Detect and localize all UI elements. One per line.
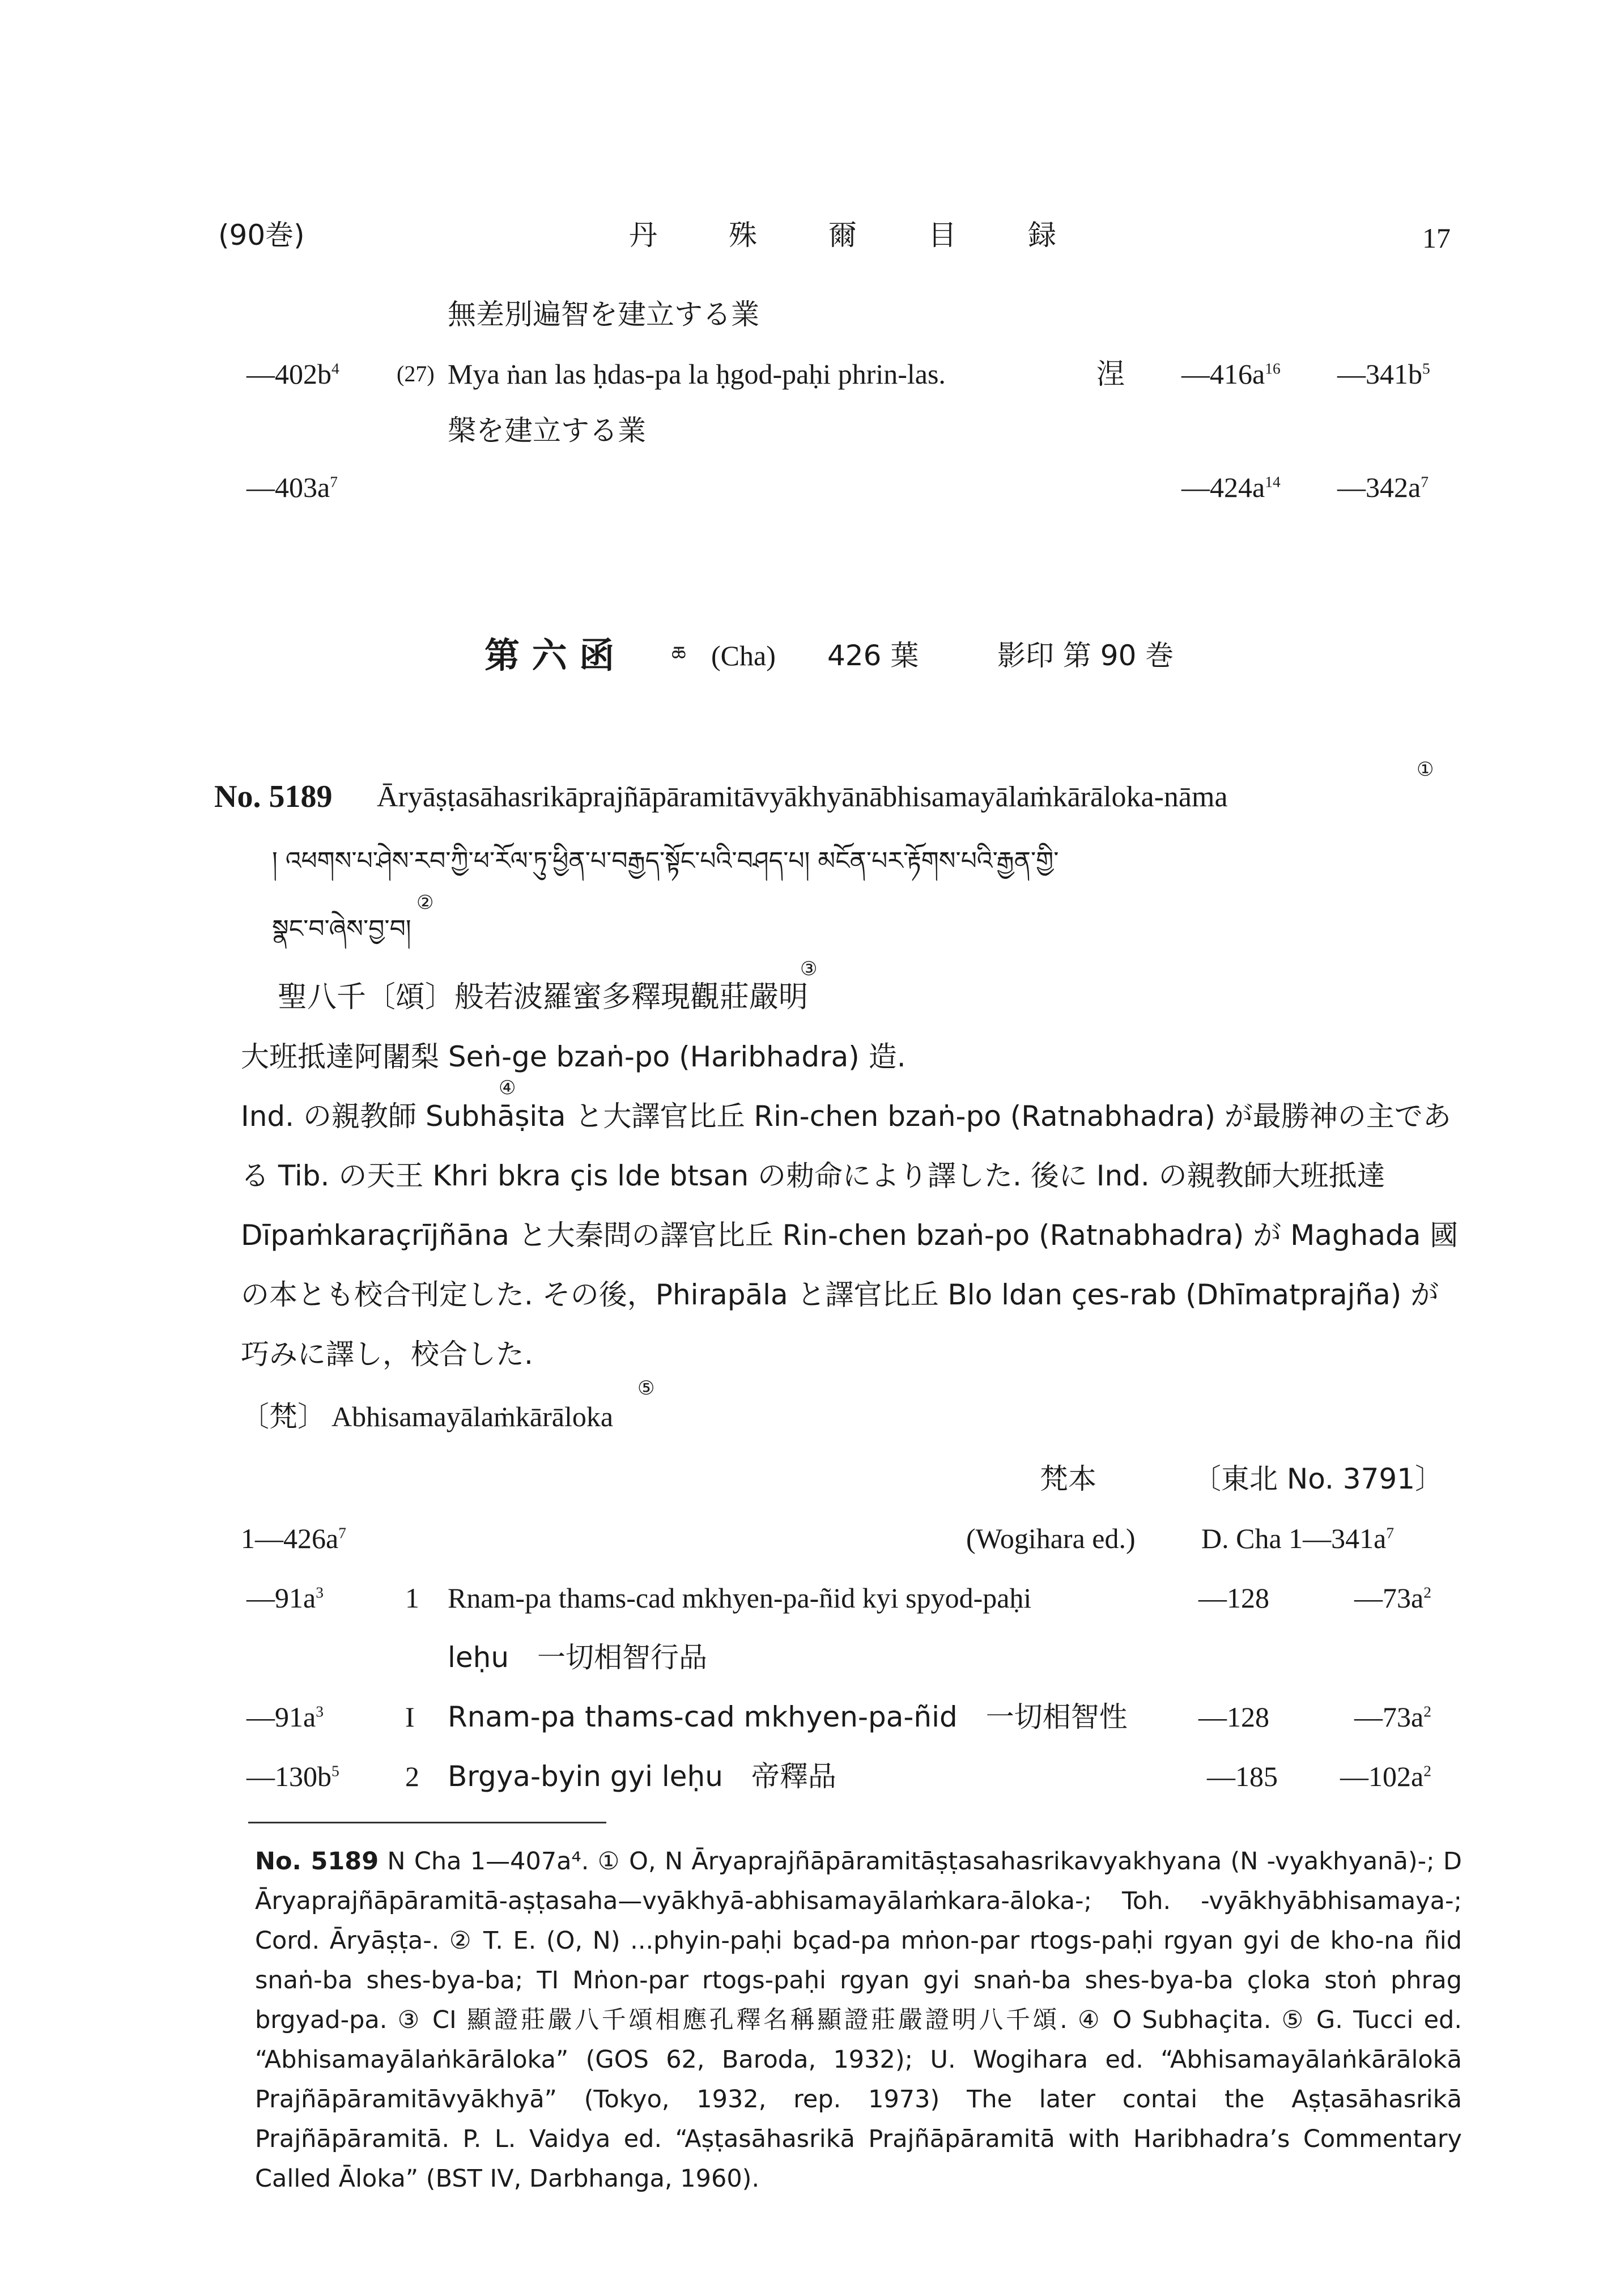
author-line: 大班抵達阿闍梨 Seṅ-ge bzaṅ-po (Haribhadra) 造. <box>241 1040 906 1073</box>
section-facsimile: 影印 第 90 巻 <box>997 639 1174 672</box>
table-row-1-c2: $—73a^2$ <box>1354 1582 1431 1614</box>
tibetan-title-line2: སྣང་བ་ཞེས་བྱ་བ། <box>272 915 411 943</box>
sanskrit-label: 〔梵〕 <box>241 1400 326 1433</box>
section-cha: (Cha) <box>711 640 776 671</box>
entry-sanskrit-title: Āryāṣṭasāhasrikāprajñāpāramitāvyākhyānābhisamayālaṁkārāloka-nāma <box>377 781 1228 813</box>
table-row-3-c2: $—102a^2$ <box>1340 1761 1431 1792</box>
colophon-line-3: Dīpaṁkaraçrījñāna と大秦問の譯官比丘 Rin-chen bzaṅ-po (Ratnabhadra) が Maghada 國 <box>241 1219 1459 1252</box>
table-row-1-left: $—91a^3$ <box>246 1582 324 1614</box>
page-number: 17 <box>1422 222 1451 254</box>
table-row-3-text: Brgya-byin gyi leḥu 帝釋品 <box>448 1760 836 1793</box>
top-row1-c1: $—416a^{16}$ <box>1181 358 1281 390</box>
note-marker-3: ③ <box>800 959 818 980</box>
table-row-2-left: $—91a^3$ <box>246 1701 324 1733</box>
top-row1-text: Mya ṅan las ḥdas-pa la ḥgod-paḥi phrin-las. <box>448 358 946 390</box>
top-row2-left: $—403a^7$ <box>246 471 338 503</box>
table-row-2-c1: —128 <box>1198 1701 1269 1733</box>
table-row-2-text: Rnam-pa thams-cad mkhyen-pa-ñid 一切相智性 <box>448 1700 1128 1733</box>
col-header-tohoku: 〔東北 No. 3791〕 <box>1193 1462 1444 1495</box>
volume-label: (90巻) <box>218 219 305 252</box>
chinese-title: 聖八千〔頌〕般若波羅蜜多釋現觀莊嚴明 <box>278 980 809 1014</box>
top-line-2: 槃を建立する業 <box>448 414 646 447</box>
col-header-derge: D. Cha $1—341a^7$ <box>1201 1523 1395 1554</box>
colophon-line-1: Ind. の親教師 Subhāṣita と大譯官比丘 Rin-chen bzaṅ-po (Ratnabhadra) が最勝神の主であ <box>241 1100 1451 1133</box>
colophon-line-4: の本とも校合刊定した. その後，Phirapāla と譯官比丘 Blo ldan çes-rab (Dhīmatprajña) が <box>241 1278 1439 1311</box>
table-row-2-c2: $—73a^2$ <box>1354 1701 1431 1733</box>
table-row-1-num: 1 <box>405 1582 419 1614</box>
top-row2-c1: $—424a^{14}$ <box>1181 471 1281 503</box>
range-left: $1—426a^7$ <box>241 1523 346 1554</box>
top-row1-num: (27) <box>397 361 435 386</box>
table-row-1-c1: —128 <box>1198 1582 1269 1614</box>
footnote-rule <box>248 1822 606 1823</box>
col-header-wogihara: (Wogihara ed.) <box>966 1523 1136 1554</box>
table-row-1-text2: leḥu 一切相智行品 <box>448 1641 708 1674</box>
footnote-label: No. 5189 <box>255 1847 379 1876</box>
note-marker-5: ⑤ <box>637 1378 655 1399</box>
table-row-1-text: Rnam-pa thams-cad mkhyen-pa-ñid kyi spyod-paḥi <box>448 1582 1032 1614</box>
colophon-line-2: る Tib. の天王 Khri bkra çis lde btsan の勅命により譯した. 後に Ind. の親教師大班抵達 <box>241 1159 1385 1192</box>
footnote-text: N Cha 1—407a⁴. ① O, N Āryaprajñāpāramitāṣṭasahasrikavyakhyana (N -vyakhyanā)-; D Āryaprajñāpāramitā-aṣṭasaha—vyākhyā-abhisamayālaṁkara-āloka-; Toh. -vyākhyābhisamaya-; Cord. Āryāṣṭa-. ② T. E. (O, N) ...phyin-paḥi bçad-pa mṅon-par rtogs-paḥi rgyan gyi de kho-na ñid snaṅ-ba shes-bya-ba; TI Mṅon-par rtogs-paḥi rgyan gyi snaṅ-ba shes-bya-ba çloka stoṅ phrag brgyad-pa. ③ CI 顯證莊嚴八千頌相應孔釋名稱顯證莊嚴證明八千頌. ④ O Subhaçita. ⑤ G. Tucci ed. “Abhisamayālaṅkārāloka” (GOS 62, Baroda, 1932); U. Wogihara ed. “Abhisamayālaṅkārālokā Prajñāpāramitāvyākhyā” (Tokyo, 1932, rep. 1973) The later contai the Aṣṭasāhasrikā Prajñāpāramitā. P. L. Vaidya ed. “Aṣṭasāhasrikā Prajñāpāramitā with Haribhadra’s Commentary Called Āloka” (BST IV, Darbhanga, 1960). <box>255 1847 1462 2193</box>
top-row1-jp: 涅 <box>1096 358 1125 390</box>
tibetan-title-line1: ། འཕགས་པ་ཤེས་རབ་ཀྱི་ཕ་རོལ་ཏུ་ཕྱིན་པ་བརྒྱད་སྟོང་པའི་བཤད་པ། མངོན་པར་རྟོགས་པའི་རྒྱན་གྱི་ <box>272 847 1059 875</box>
note-marker-4: ④ <box>499 1078 516 1099</box>
table-row-3-num: 2 <box>405 1761 419 1792</box>
colophon-line-5: 巧みに譯し，校合した. <box>241 1338 533 1371</box>
entry-number: No. 5189 <box>214 779 333 814</box>
note-marker-1: ① <box>1417 759 1434 780</box>
table-row-3-c1: —185 <box>1207 1761 1278 1792</box>
section-tib-letter: ཆ <box>671 643 686 666</box>
note-marker-2: ② <box>416 892 434 913</box>
footnote-block <box>255 1842 1462 2199</box>
page-header-title: 丹 殊 爾 目 録 <box>629 219 1078 252</box>
table-row-3-left: $—130b^5$ <box>246 1761 339 1792</box>
section-folios: 426 葉 <box>827 639 919 672</box>
top-line-1: 無差別遍智を建立する業 <box>448 298 759 331</box>
section-title: 第 六 函 <box>484 635 615 676</box>
top-row1-left: $—402b^4$ <box>246 358 339 390</box>
top-row1-c2: $—341b^5$ <box>1337 358 1430 390</box>
col-header-skt: 梵本 <box>1040 1462 1096 1495</box>
table-row-2-num: I <box>405 1701 415 1733</box>
top-row2-c2: $—342a^7$ <box>1337 471 1429 503</box>
sanskrit-name: Abhisamayālaṁkārāloka <box>331 1401 614 1432</box>
